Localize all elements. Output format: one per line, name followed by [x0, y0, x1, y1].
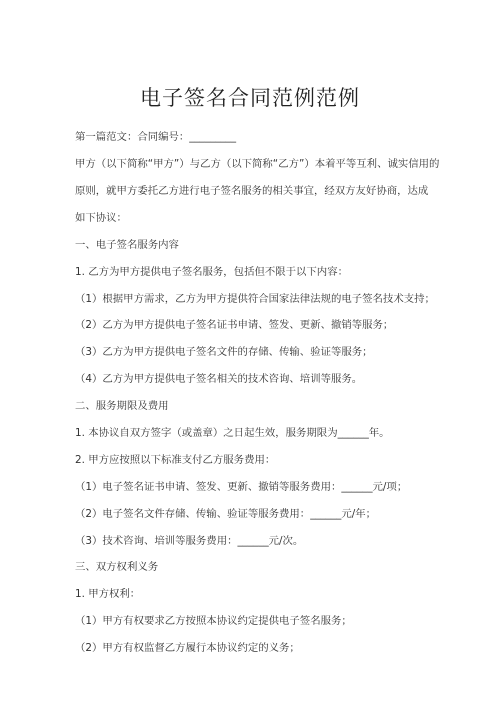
clause-1-1-item-1: （1）根据甲方需求，乙方为甲方提供符合国家法律法规的电子签名技术支持；	[75, 293, 435, 305]
contract-number-line: 第一篇范文：合同编号：_________	[75, 131, 237, 143]
clause-3-1-item-2: （2）甲方有权监督乙方履行本协议约定的义务；	[75, 642, 300, 654]
clause-1-1-item-2: （2）乙方为甲方提供电子签名证书申请、签发、更新、撤销等服务；	[75, 319, 394, 331]
clause-2-2-item-2: （2）电子签名文件存储、传输、验证等服务费用：______元/年；	[75, 508, 377, 520]
clause-3-1-item-1: （1）甲方有权要求乙方按照本协议约定提供电子签名服务；	[75, 615, 352, 627]
intro-paragraph-line-2: 原则，就甲方委托乙方进行电子签名服务的相关事宜，经双方友好协商，达成	[75, 185, 429, 197]
section-heading-term-and-fees: 二、服务期限及费用	[75, 400, 169, 412]
clause-1-1-item-4: （4）乙方为甲方提供电子签名相关的技术咨询、培训等服务。	[75, 373, 363, 385]
clause-2-2: 2. 甲方应按照以下标准支付乙方服务费用：	[75, 454, 276, 466]
clause-3-1: 1. 甲方权利：	[75, 588, 141, 600]
section-heading-rights-obligations: 三、双方权利义务	[75, 561, 159, 573]
clause-2-2-item-3: （3）技术咨询、培训等服务费用：______元/次。	[75, 535, 304, 547]
clause-2-1: 1. 本协议自双方签字（或盖章）之日起生效，服务期限为______年。	[75, 427, 390, 439]
intro-paragraph-line-3: 如下协议：	[75, 212, 127, 224]
clause-2-2-item-1: （1）电子签名证书申请、签发、更新、撤销等服务费用：______元/项；	[75, 481, 408, 493]
intro-paragraph-line-1: 甲方（以下简称“甲方”）与乙方（以下简称“乙方”）本着平等互利、诚实信用的	[75, 158, 440, 170]
clause-1-1-item-3: （3）乙方为甲方提供电子签名文件的存储、传输、验证等服务；	[75, 346, 373, 358]
clause-1-1: 1. 乙方为甲方提供电子签名服务，包括但不限于以下内容：	[75, 266, 348, 278]
document-title: 电子签名合同范例范例	[140, 86, 360, 110]
section-heading-service-content: 一、电子签名服务内容	[75, 239, 179, 251]
